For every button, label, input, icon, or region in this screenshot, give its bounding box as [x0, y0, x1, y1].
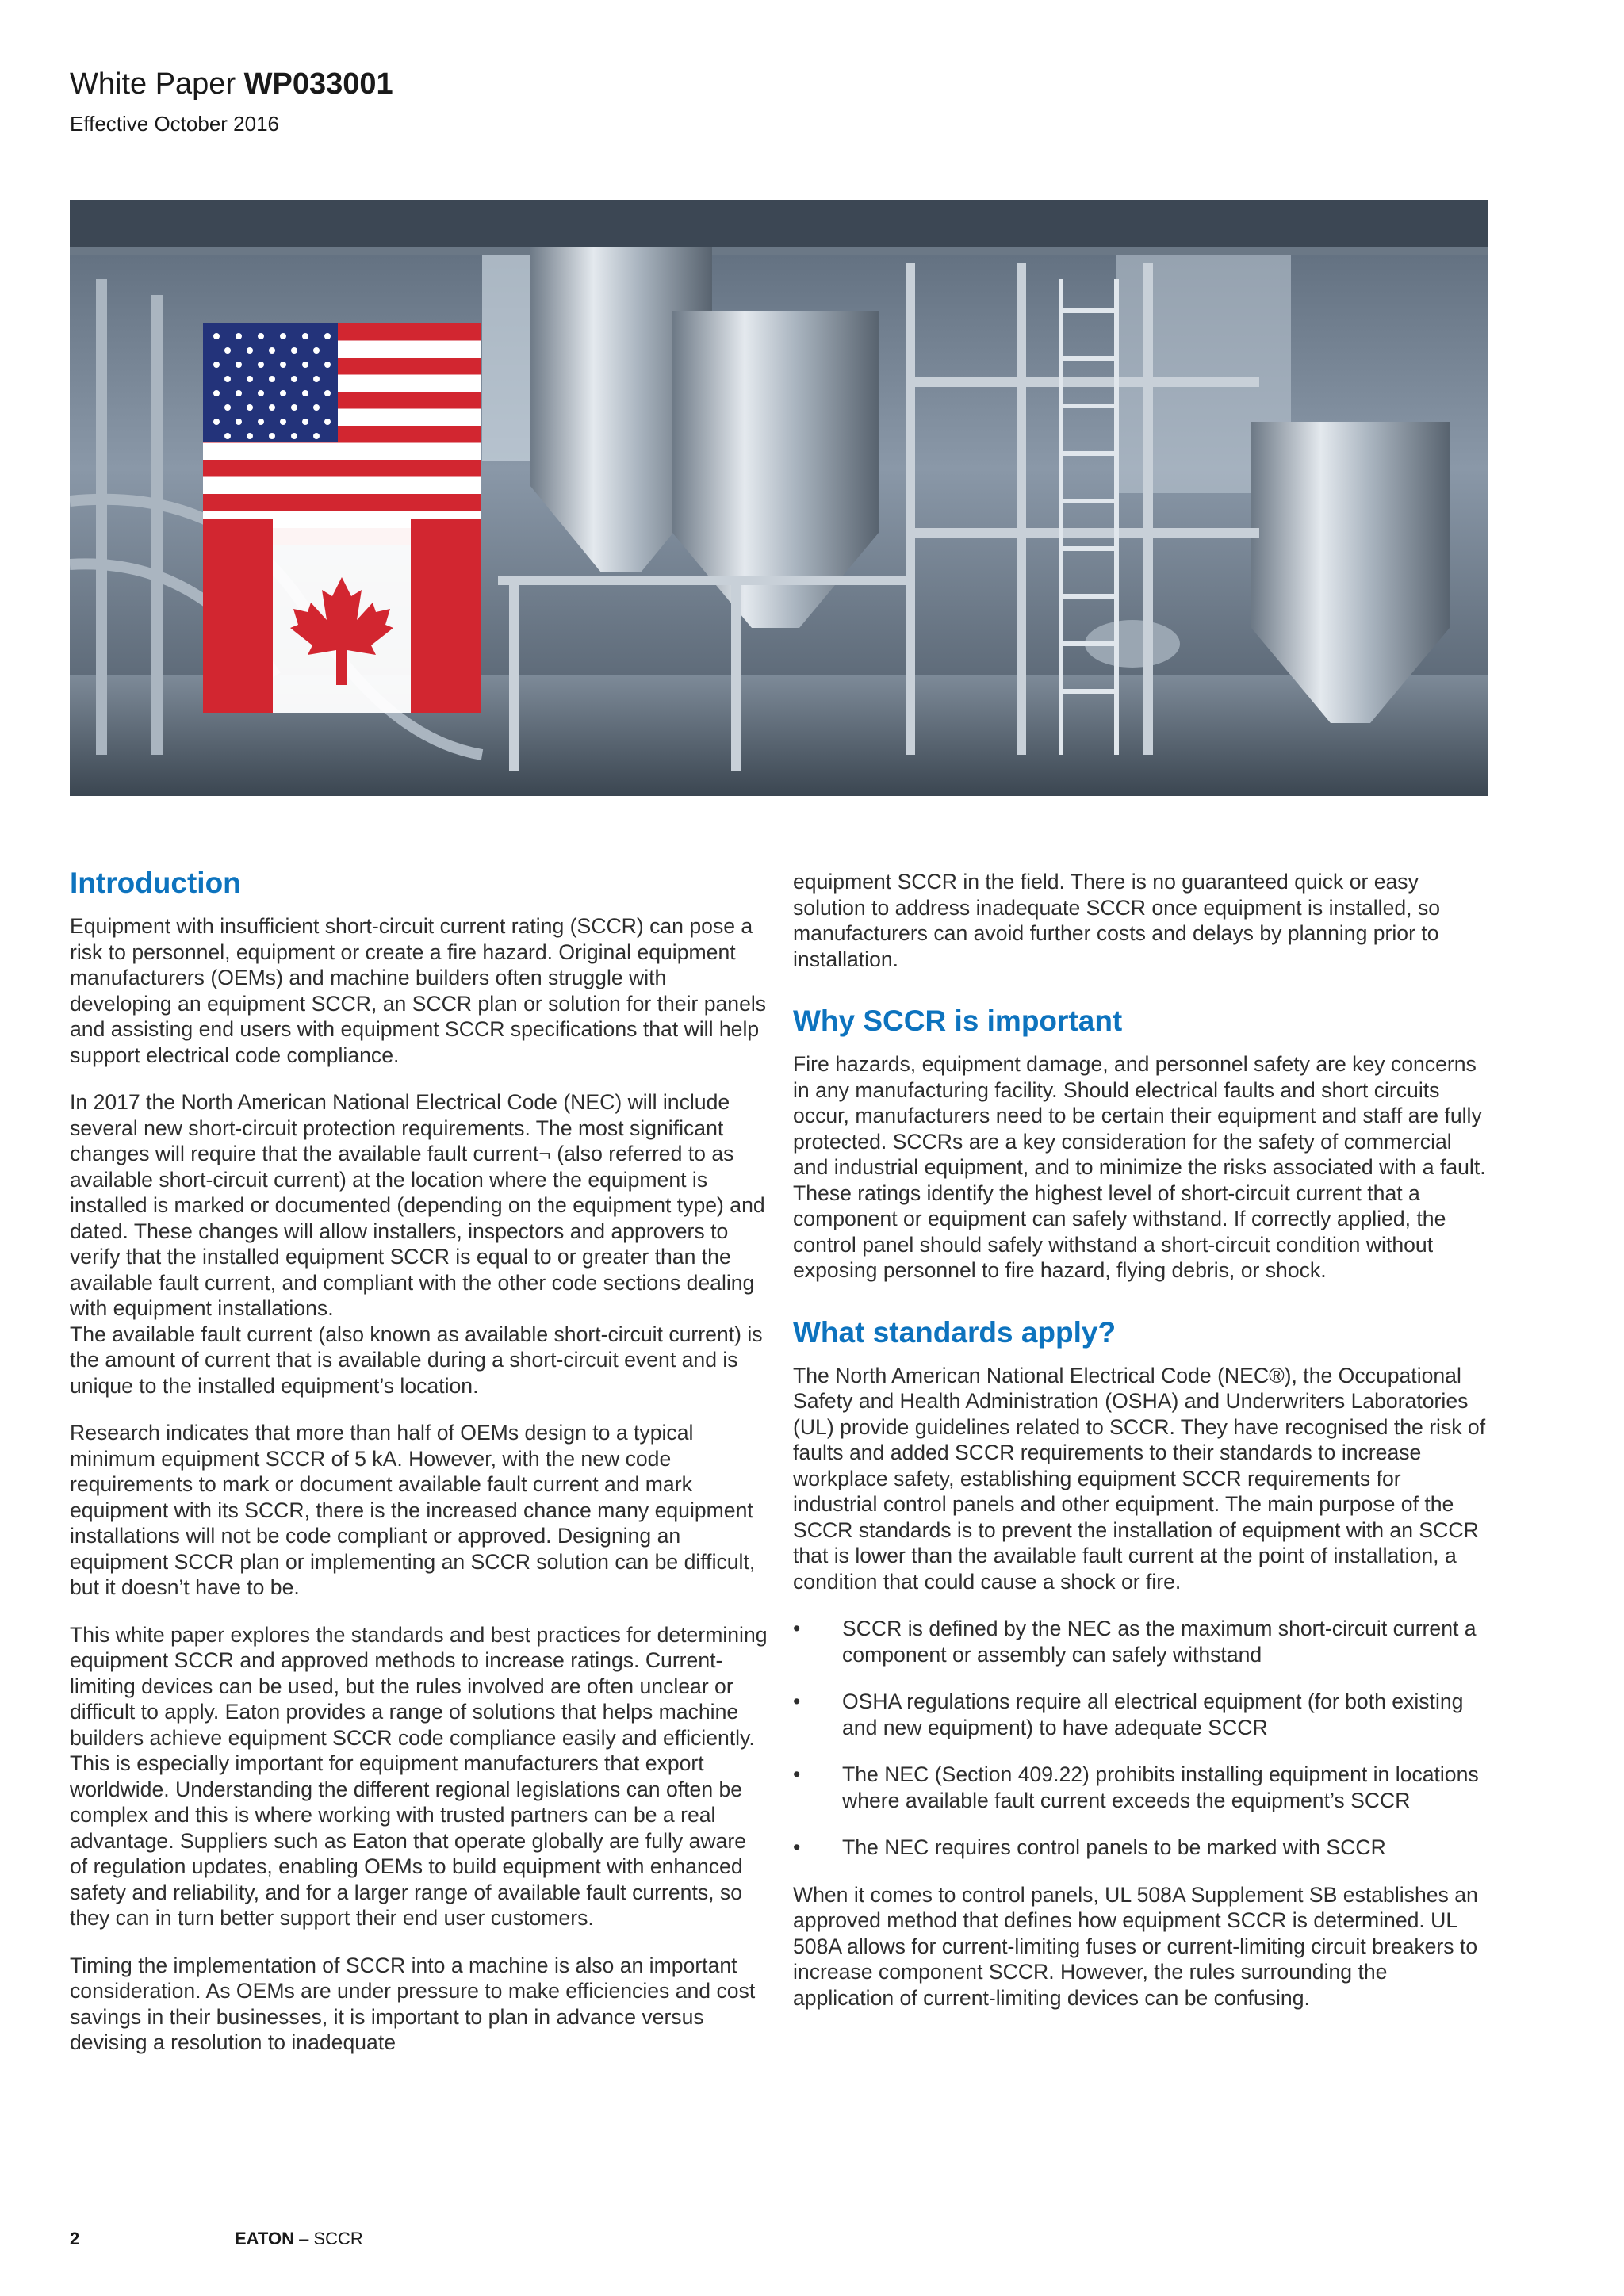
bullet-text: SCCR is defined by the NEC as the maximum short-circuit current a component or assembly can safely withstand [842, 1617, 1477, 1667]
continued-paragraph: equipment SCCR in the field. There is no guaranteed quick or easy solution to address inadequate SCCR once equipment is installed, so manufacturers can avoid further costs and delays by planning prior to installation. [793, 870, 1441, 971]
factory-illustration [70, 200, 1488, 796]
intro-paragraph-5: This white paper explores the standards and best practices for determining equipment SCCR and approved methods to increase ratings. Current-limiting devices can be used, but the rules involved are often unclear or difficult to apply. Eaton provides a range of solutions that helps machine builders achieve equipment SCCR code compliance easily and efficiently. This is especially important for equipment manufacturers that export worldwide. Understanding the different regional legislations can often be complex and this is where working with trusted partners can be a real advantage. Suppliers such as Eaton that operate globally are fully aware of regulation updates, enabling OEMs to build equipment with enhanced safety and reliability, and for a larger range of available fault currents, so they can in turn better support their end user customers. [70, 1622, 768, 1930]
brand-separator: – [293, 2229, 314, 2248]
brand-name: EATON [235, 2229, 294, 2248]
bullet-text: The NEC (Section 409.22) prohibits installing equipment in locations where available fault current exceeds the equipment’s SCCR [842, 1762, 1479, 1812]
document-title [70, 67, 393, 101]
title-number: WP033001 [243, 67, 393, 101]
footer-brand [235, 2228, 363, 2250]
standards-heading: What standards apply? [793, 1315, 1116, 1349]
list-item [793, 1689, 1491, 1740]
bullet-text: OSHA regulations require all electrical equipment (for both existing and new equipment) to have adequate SCCR [842, 1689, 1464, 1739]
list-item [793, 1616, 1491, 1667]
right-column [793, 869, 1491, 2032]
bullet-text: The NEC requires control panels to be marked with SCCR [842, 1835, 1386, 1859]
bullet-icon: • [793, 1689, 801, 1713]
canada-flag-icon [203, 519, 481, 713]
us-flag-icon [203, 323, 481, 545]
left-column [70, 866, 768, 2077]
effective-date: Effective October 2016 [70, 112, 280, 136]
intro-paragraph-2: In 2017 the North American National Electrical Code (NEC) will include several new short-circuit protection requirements. The most significant changes will require that the available fault current¬ (also referred to as available short-circuit current) at the location where the equipment is installed is marked or documented (depending on the equipment type) and dated. These changes will allow installers, inspectors and approvers to verify that the installed equipment SCCR is equal to or greater than the available fault current, and compliant with the other code sections dealing with equipment installations. [70, 1090, 765, 1320]
bullet-icon: • [793, 1835, 801, 1859]
intro-paragraph-6: Timing the implementation of SCCR into a machine is also an important consideration. As OEMs are under pressure to make efficiencies and cost savings in their businesses, it is important to plan in advance versus devising a resolution to inadequate [70, 1953, 756, 2054]
intro-paragraph-4: Research indicates that more than half of OEMs design to a typical minimum equipment SCCR of 5 kA. However, with the new code requirements to mark or document available fault current and mark equipment with its SCCR, there is the increased chance many equipment installations will not be code compliant or approved. Designing an equipment SCCR plan or implementing an SCCR solution can be difficult, but it doesn’t have to be. [70, 1421, 756, 1599]
why-sccr-paragraph: Fire hazards, equipment damage, and personnel safety are key concerns in any manufacturing facility. Should electrical faults and short circuits occur, manufacturers need to be certain their equipment and staff are fully protected. SCCRs are a key consideration for the safety of commercial and industrial equipment, and to minimize the risks associated with a fault. These ratings identify the highest level of short-circuit current that a component or equipment can safely withstand. If correctly applied, the control panel should safely withstand a short-circuit condition without exposing personnel to fire hazard, flying debris, or shock. [793, 1052, 1486, 1282]
closing-paragraph: When it comes to control panels, UL 508A Supplement SB establishes an approved method that defines how equipment SCCR is determined. UL 508A allows for current-limiting fuses or current-limiting circuit breakers to increase component SCCR. However, the rules surrounding the application of current-limiting devices can be confusing. [793, 1882, 1478, 2010]
title-prefix: White Paper [70, 67, 236, 101]
footer-topic: SCCR [313, 2229, 363, 2248]
list-item [793, 1835, 1491, 1861]
intro-paragraph-3: The available fault current (also known as available short-circuit current) is the amount of current that is available during a short-circuit event and is unique to the installed equipment’s location. [70, 1322, 763, 1398]
intro-paragraph-1: Equipment with insufficient short-circuit current rating (SCCR) can pose a risk to personnel, equipment or create a fire hazard. Original equipment manufacturers (OEMs) and machine builders often struggle with developing an equipment SCCR, an SCCR plan or solution for their panels and assisting end users with equipment SCCR specifications that will help support electrical code compliance. [70, 914, 767, 1067]
standards-paragraph: The North American National Electrical Code (NEC®), the Occupational Safety and Health Administration (OSHA) and Underwriters Laboratories (UL) provide guidelines related to SCCR. They have recognised the risk of faults and added SCCR requirements to their standards to increase workplace safety, establishing equipment SCCR requirements for industrial control panels and other equipment. The main purpose of the SCCR standards is to prevent the installation of equipment with an SCCR that is lower than the available fault current at the point of installation, a condition that could cause a shock or fire. [793, 1363, 1486, 1594]
bullet-icon: • [793, 1617, 801, 1640]
introduction-heading: Introduction [70, 867, 241, 899]
page-number: 2 [70, 2229, 80, 2248]
hero-image [70, 200, 1488, 796]
why-sccr-heading: Why SCCR is important [793, 1004, 1123, 1037]
list-item [793, 1762, 1491, 1813]
standards-bullet-list [793, 1616, 1491, 1861]
bullet-icon: • [793, 1762, 801, 1786]
